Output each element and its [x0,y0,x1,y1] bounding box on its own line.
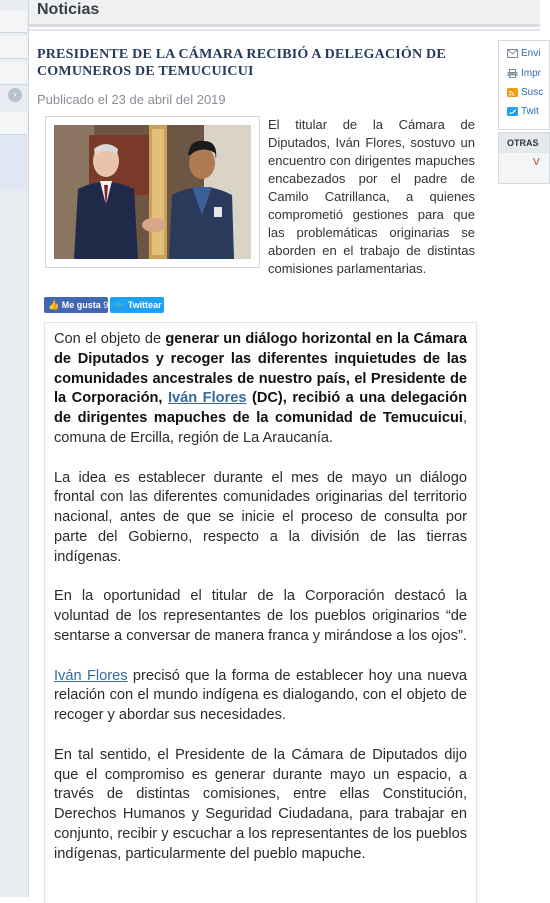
otras-title: OTRAS [499,133,549,153]
print-icon [507,69,518,78]
photo-illustration [54,125,251,259]
bold-text: (DC), recibió a una delegación de dirigentes mapuches de la comunidad de Temucuicui [54,390,467,427]
rail-tab[interactable] [0,36,27,59]
share-panel [498,40,550,130]
article-intro: El titular de la Cámara de Diputados, Iván Flores, sostuvo un encuentro con dirigentes mapuches encabezados por el padre de Camilo Catrillanca, a quienes comprometió gestiones para que las problemáticas originarias se aborden en el trabajo de distintas comisiones parlamentarias. [268,117,475,276]
section-title: Noticias [37,1,100,18]
article-headline: PRESIDENTE DE LA CÁMARA RECIBIÓ A DELEGACIÓN DE COMUNEROS DE TEMUCUICUI [37,47,446,79]
mail-icon [507,49,518,58]
otras-panel [498,132,550,184]
rss-icon [507,88,518,97]
rail-tab[interactable] [0,10,27,33]
publish-date: Publicado el 23 de abril del 2019 [37,92,226,107]
bold-text: generar un diálogo horizontal en la Cámara de Diputados y recoger las diferentes inquietudes de las comunidades ancestrales de nuestro país, el Presidente de la Corporación, [54,331,467,407]
twitter-link[interactable]: Twit [507,106,539,117]
ivan-flores-link[interactable]: Iván Flores [54,667,128,684]
paragraph-text: Con el objeto de [54,331,166,347]
facebook-like-button[interactable] [44,297,108,313]
like-label: Me gusta [61,300,101,310]
left-rail [0,0,29,897]
divider [29,29,540,31]
paragraph-text: precisó que la forma de establecer hoy una nueva relación con el mundo indígena es dialogando, con el objeto de recoger y abordar sus necesidades. [54,667,467,724]
tweet-button[interactable] [110,297,164,313]
article-body-box [44,322,477,903]
rail-tab[interactable] [0,62,27,85]
otras-link[interactable]: V [533,157,540,168]
email-link[interactable]: Envi [507,48,540,59]
thumbs-up-icon: 👍 [48,300,60,310]
paragraph: En la oportunidad el titular de la Corporación destacó la voluntad de los representantes de los pueblos originarios “de sentarse a conversar de manera franca y mirándose a los ojos”. [54,588,467,644]
article-photo [54,125,251,259]
paragraph [54,330,467,449]
paragraph: La idea es establecer durante el mes de mayo un diálogo frontal con las diferentes comunidades originarias del territorio nacional, antes de que se inicie el proceso de consulta por parte del Gobierno, respecto a la división de las tierras indígenas. [54,469,467,565]
section-header [29,0,540,27]
subscribe-link[interactable]: Susc [507,87,543,98]
twitter-icon [507,107,518,116]
article-body [54,330,467,884]
twitter-bird-icon: 🐦 [114,300,126,310]
article-photo-frame [45,116,260,268]
paragraph [54,667,467,726]
tweet-label: Twittear [127,300,162,310]
print-link[interactable]: Impr [507,68,541,79]
paragraph-text: , comuna de Ercilla, región de La Araucanía. [54,410,467,446]
ivan-flores-link[interactable]: Iván Flores [167,390,247,407]
paragraph: En tal sentido, el Presidente de la Cámara de Diputados dijo que el compromiso es generar durante mayo un espacio, a través de distintas comisiones, entre ellas Constitución, Derechos Humanos y Seguridad Ciudadana, para trabajar en conjunto, recibir y escuchar a los representantes de los pueblos indígenas, particularmente del pueblo mapuche. [54,746,467,862]
chevron-right-icon[interactable]: › [8,88,22,102]
rail-tab[interactable] [0,112,27,135]
rail-panel [0,135,27,191]
like-count: 9 [103,300,109,310]
